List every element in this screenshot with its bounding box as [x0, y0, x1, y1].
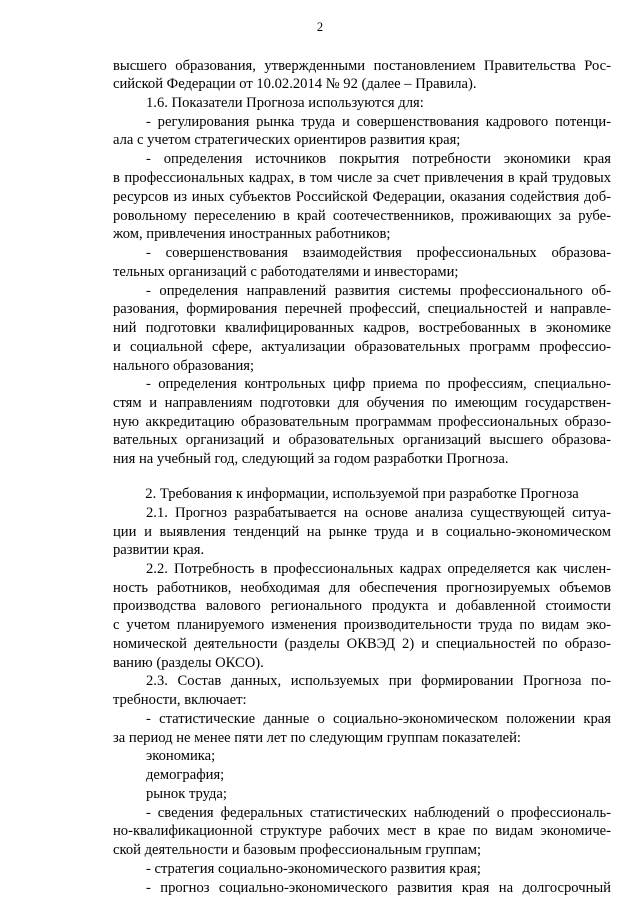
text-line: 2. Требования к информации, используемой при разработке Прогноза: [145, 486, 579, 502]
text-line: ской деятельности и базовым профессиональным группам;: [113, 842, 482, 858]
text-line: ванию (разделы ОКСО).: [113, 655, 264, 671]
text-line: производства валового регионального продукта и добавленной стоимости: [113, 598, 611, 614]
text-line: высшего образования, утвержденными постановлением Правительства Рос-: [113, 58, 611, 74]
text-line: ную аккредитацию образовательным программам профессиональных образо-: [113, 414, 611, 430]
text-line: ала с учетом стратегических ориентиров развития края;: [113, 132, 461, 148]
text-line: но-квалификационной структуре рабочих мест в крае по видам экономиче-: [113, 823, 611, 839]
text-line: нального образования;: [113, 358, 255, 374]
text-line: тельных организаций с работодателями и инвесторами;: [113, 264, 459, 280]
text-line: стям и направлениям подготовки для обучения по имеющим государствен-: [113, 395, 611, 411]
text-line: развитии края.: [113, 542, 205, 558]
text-line: разования, формирования перечней профессий, специальностей и направле-: [113, 301, 611, 317]
text-line: вательных организаций и образовательных организаций высшего образова-: [113, 432, 611, 448]
text-line: жом, привлечения иностранных работников;: [113, 226, 391, 242]
text-line: за период не менее пяти лет по следующим группам показателей:: [113, 730, 521, 746]
text-line: 2.3. Состав данных, используемых при формировании Прогноза по-: [146, 673, 611, 689]
text-line: рынок труда;: [146, 786, 227, 802]
text-line: - совершенствования взаимодействия профессиональных образова-: [146, 245, 611, 261]
text-line: ровольному переселению в край соотечественников, проживающих за рубе-: [113, 208, 611, 224]
page-number: 2: [316, 20, 324, 34]
text-line: ния на учебный год, следующий за годом разработки Прогноза.: [113, 451, 509, 467]
text-line: ции и выявления тенденций на рынке труда и в социально-экономическом: [113, 524, 611, 540]
text-line: демография;: [146, 767, 225, 783]
text-line: - регулирования рынка труда и совершенствования кадрового потенци-: [146, 114, 611, 130]
text-line: номической деятельности (разделы ОКВЭД 2) и специальностей по образо-: [113, 636, 611, 652]
text-line: требности, включает:: [113, 692, 247, 708]
text-line: - определения направлений развития системы профессионального об-: [146, 283, 611, 299]
text-line: - определения контрольных цифр приема по профессиям, специально-: [146, 376, 611, 392]
text-line: - статистические данные о социально-экономическом положении края: [146, 711, 611, 727]
text-line: в профессиональных кадрах, в том числе за счет привлечения в край трудовых: [113, 170, 611, 186]
text-line: - стратегия социально-экономического развития края;: [146, 861, 481, 877]
text-line: - прогноз социально-экономического развития края на долгосрочный: [146, 880, 611, 896]
text-line: ний подготовки квалифицированных кадров, востребованных в экономике: [113, 320, 611, 336]
text-line: экономика;: [146, 748, 216, 764]
text-line: ресурсов из иных субъектов Российской Федерации, оказания содействия доб-: [113, 189, 611, 205]
text-line: - сведения федеральных статистических наблюдений о профессиональ-: [146, 805, 611, 821]
text-line: ность работников, необходимая для обеспечения прогнозируемых объемов: [113, 580, 611, 596]
text-line: 2.2. Потребность в профессиональных кадрах определяется как числен-: [146, 561, 611, 577]
text-line: 2.1. Прогноз разрабатывается на основе анализа существующей ситуа-: [146, 505, 611, 521]
text-line: с учетом планируемого изменения производительности труда по видам эко-: [113, 617, 611, 633]
text-line: - определения источников покрытия потребности экономики края: [146, 151, 611, 167]
text-line: 1.6. Показатели Прогноза используются для:: [146, 95, 424, 111]
text-line: и социальной сфере, актуализации образовательных программ профессио-: [113, 339, 611, 355]
text-line: сийской Федерации от 10.02.2014 № 92 (далее – Правила).: [113, 76, 477, 92]
